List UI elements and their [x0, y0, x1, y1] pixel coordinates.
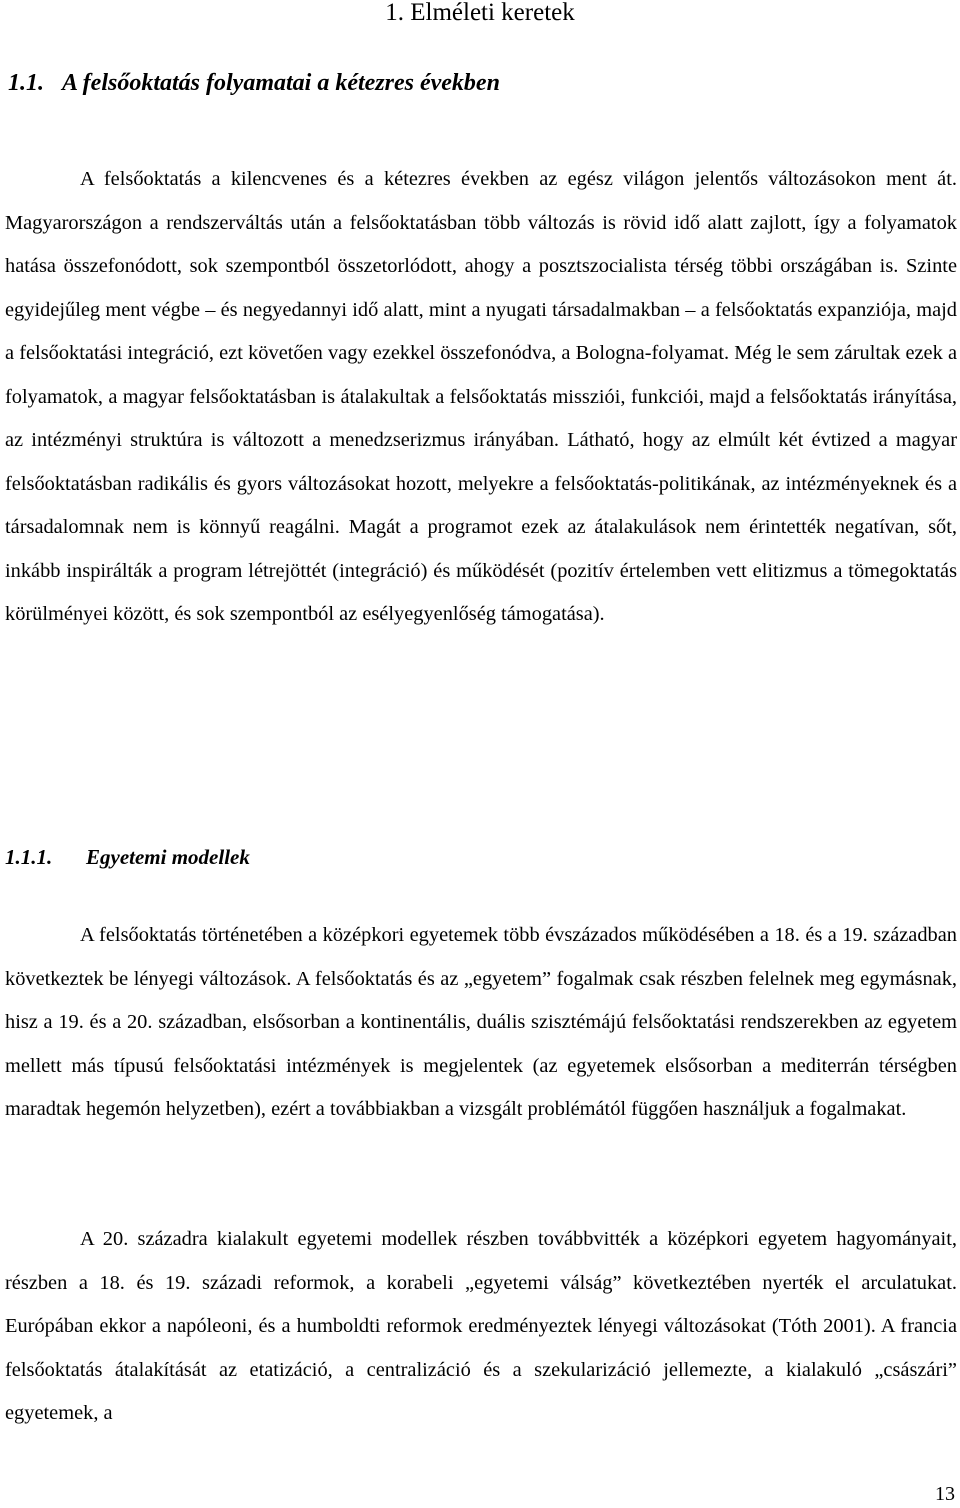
section-number: 1.1.	[8, 70, 44, 96]
chapter-title: 1. Elméleti keretek	[385, 0, 575, 26]
subsection-number: 1.1.1.	[5, 845, 53, 869]
body-paragraph: A felsőoktatás a kilencvenes és a kétezres években az egész világon jelentős változásokon ment át. Magyarországon a rendszerváltás után a felsőoktatásban több változás is rövid idő alatt zajlott, így a folyamatok hatása összefonódott, sok szempontból összetorlódott, ahogy a posztszocialista térség többi országában is. Szinte egyidejűleg ment végbe – és negyedannyi idő alatt, mint a nyugati társadalmakban – a felsőoktatás expanziója, majd a felsőoktatási integráció, ezt követően vagy ezekkel összefonódva, a Bologna-folyamat. Még le sem zárultak ezek a folyamatok, a magyar felsőoktatásban is átalakultak a felsőoktatás missziói, funkciói, majd a felsőoktatás irányítása, az intézményi struktúra is változott a menedzserizmus irányában. Látható, hogy az elmúlt két évtized a magyar felsőoktatásban radikális és gyors változásokat hozott, melyekre a felsőoktatás-politikának, az intézményeknek és a társadalomnak nem is könnyű reagálni. Magát a programot ezek az átalakulások nem érintették negatívan, sőt, inkább inspirálták a program létrejöttét (integráció) és működését (pozitív értelemben vett elitizmus a tömegoktatás körülményei között, és sok szempontból az esélyegyenlőség támogatása).	[5, 168, 957, 626]
subsection-title: Egyetemi modellek	[86, 845, 250, 869]
section-title: A felsőoktatás folyamatai a kétezres években	[62, 70, 500, 96]
section-heading	[8, 64, 500, 102]
body-paragraph: A 20. századra kialakult egyetemi modellek részben továbbvitték a középkori egyetem hagyományait, részben a 18. és 19. századi reformok, a korabeli „egyetemi válság” következtében nyerték el arculatukat. Európában ekkor a napóleoni, és a humboldti reformok eredményeztek lényegi változásokat (Tóth 2001). A francia felsőoktatás átalakítását az etatizáció, a centralizáció és a szekularizáció jellemezte, a kialakuló „császári” egyetemek, a	[5, 1228, 957, 1425]
body-paragraph: A felsőoktatás történetében a középkori egyetemek több évszázados működésében a 18. és a 19. században következtek be lényegi változások. A felsőoktatás és az „egyetem” fogalmak csak részben felelnek meg egymásnak, hisz a 19. és a 20. században, elsősorban a kontinentális, duális szisztémájú felsőoktatási rendszerekben az egyetem mellett más típusú felsőoktatási intézmények is megjelentek (az egyetemek elsősorban a mediterrán térségben maradtak hegemón helyzetben), ezért a továbbiakban a vizsgált problémától függően használjuk a fogalmakat.	[5, 924, 957, 1121]
page-number: 13	[935, 1483, 955, 1505]
subsection-heading	[5, 840, 250, 874]
